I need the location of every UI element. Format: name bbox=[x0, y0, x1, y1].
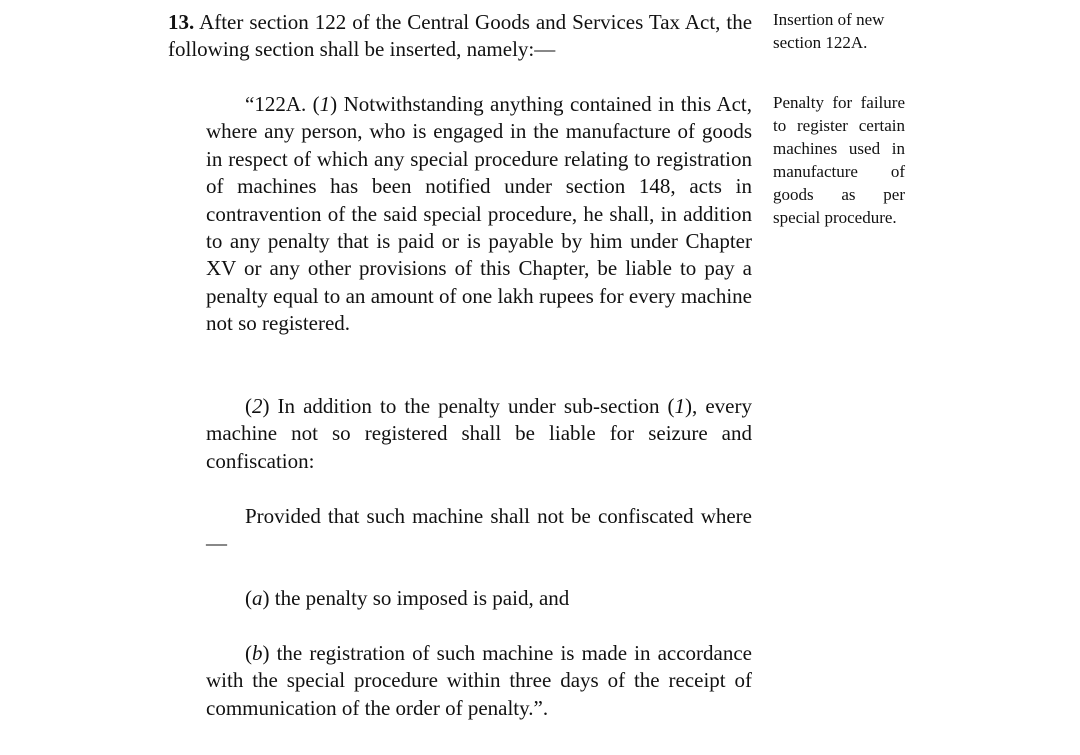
subsection-2-mid: ) In addition to the penalty under sub-section ( bbox=[262, 394, 675, 418]
subsection-1-close: ) bbox=[330, 92, 338, 116]
subsection-1-number: 1 bbox=[319, 92, 331, 116]
section-number: 13. bbox=[168, 10, 195, 34]
proviso bbox=[206, 503, 752, 558]
subsection-2 bbox=[206, 393, 752, 475]
clause-a-open: ( bbox=[245, 586, 252, 610]
section-122a-label: “122A. ( bbox=[245, 92, 320, 116]
section-heading-text: After section 122 of the Central Goods and Services Tax Act, the following section shall be inserted, namely:— bbox=[168, 10, 753, 62]
clause-a-label: a bbox=[252, 586, 263, 610]
marginal-note-insertion bbox=[773, 8, 907, 54]
marginal-note-insertion-text: Insertion of new section 122A. bbox=[773, 10, 885, 52]
clause-b-text: ) the registration of such machine is made in accordance with the special procedure within three days of the receipt of communication of the order of penalty.”. bbox=[206, 641, 752, 720]
proviso-text: Provided that such machine shall not be confiscated where— bbox=[206, 504, 752, 556]
clause-b-open: ( bbox=[245, 641, 252, 665]
subsection-2-text: ), every machine not so registered shall be liable for seizure and confiscation: bbox=[206, 394, 752, 473]
clause-b-label: b bbox=[252, 641, 263, 665]
clause-a bbox=[206, 585, 752, 612]
subsection-1-text: Notwithstanding anything contained in this Act, where any person, who is engaged in the manufacture of goods in respect of which any special procedure relating to registration of machines has been notified under section 148, acts in contravention of the said special procedure, he shall, in addition to any penalty that is paid or is payable by him under Chapter XV or any other provisions of this Chapter, be liable to pay a penalty equal to an amount of one lakh rupees for every machine not so registered. bbox=[206, 92, 752, 336]
subsection-2-ref: 1 bbox=[674, 394, 686, 418]
clause-b bbox=[206, 640, 752, 722]
section-heading bbox=[168, 9, 752, 64]
marginal-note-penalty bbox=[773, 91, 905, 229]
marginal-note-penalty-text: Penalty for failure to register certain machines used in manufacture of goods as per special procedure. bbox=[773, 93, 905, 227]
subsection-2-number: 2 bbox=[252, 394, 263, 418]
subsection-1 bbox=[206, 91, 752, 338]
clause-a-text: ) the penalty so imposed is paid, and bbox=[262, 586, 570, 610]
subsection-2-open: ( bbox=[245, 394, 252, 418]
